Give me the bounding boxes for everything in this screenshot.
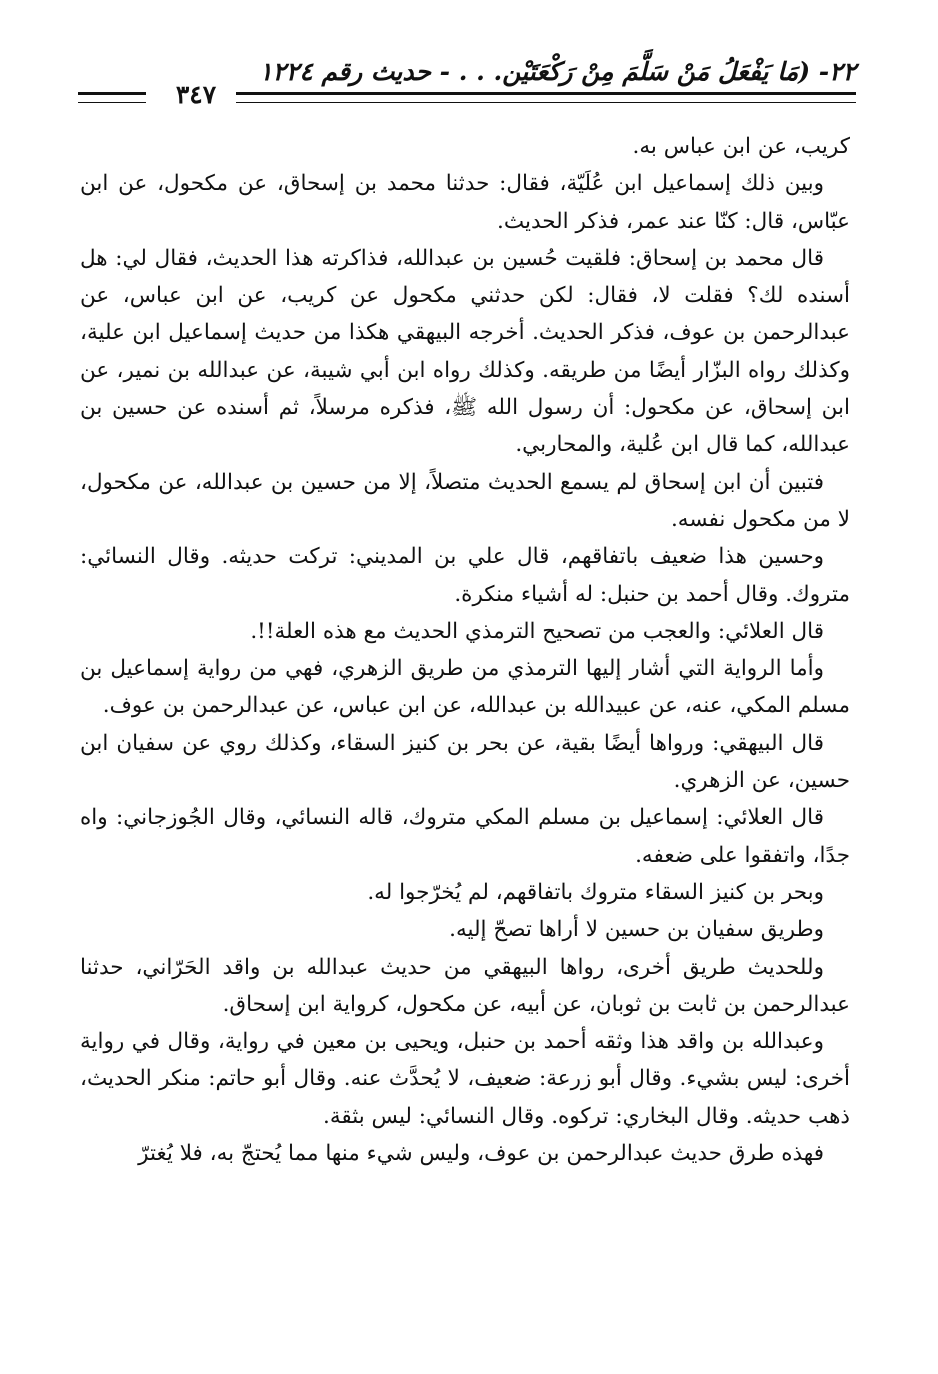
page-number: ٣٤٧ [156,78,236,112]
page-header [78,52,856,112]
paragraph: فتبين أن ابن إسحاق لم يسمع الحديث متصلاً، إلا من حسين بن عبدالله، عن مكحول، لا من مكحول نفسه. [80,469,850,532]
body-text [80,128,850,1172]
header-rule [235,92,856,103]
paragraph: قال العلائي: والعجب من تصحيح الترمذي الحديث مع هذه العلة!!. [250,618,824,644]
paragraph: وطريق سفيان بن حسين لا أراها تصحّ إليه. [449,917,824,943]
paragraph: وبحر بن كنيز السقاء متروك باتفاقهم، لم يُخرّجوا له. [367,879,824,905]
paragraph: وأما الرواية التي أشار إليها الترمذي من طريق الزهري، فهي من رواية إسماعيل بن مسلم المكي، عنه، عن عبيدالله بن عبدالله، عن ابن عباس، عن عبدالرحمن بن عوف. [80,656,850,719]
paragraph: قال البيهقي: ورواها أيضًا بقية، عن بحر بن كنيز السقاء، وكذلك روي عن سفيان ابن حسين، عن الزهري. [80,730,850,794]
paragraph: وعبدالله بن واقد هذا وثقه أحمد بن حنبل، ويحيى بن معين في رواية، وقال في رواية أخرى: ليس بشيء. وقال أبو زرعة: ضعيف، لا يُحدَّث عنه. وقال أبو حاتم: منكر الحديث، ذهب حديثه. وقال البخاري: تركوه. وقال النسائي: ليس بثقة. [80,1029,850,1129]
paragraph: وحسين هذا ضعيف باتفاقهم، قال علي بن المديني: تركت حديثه. وقال النسائي: متروك. وقال أحمد بن حنبل: له أشياء منكرة. [80,544,850,607]
paragraph: وللحديث طريق أخرى، رواها البيهقي من حديث عبدالله بن واقد الحَرّاني، حدثنا عبدالرحمن بن ثابت بن ثوبان، عن أبيه، عن مكحول، كرواية ابن إسحاق. [80,954,850,1017]
header-rule-left [78,92,146,103]
paragraph: قال العلائي: إسماعيل بن مسلم المكي متروك، قاله النسائي، وقال الجُوزجاني: واه جدًا، واتفقوا على ضعفه. [80,805,850,868]
paragraph: قال محمد بن إسحاق: فلقيت حُسين بن عبدالله، فذاكرته هذا الحديث، فقال لي: هل أسنده لك؟ فقلت لا، فقال: لكن حدثني مكحول عن كريب، عن ابن عباس، عن عبدالرحمن بن عوف، فذكر الحديث. أخرجه البيهقي هكذا من حديث إسماعيل ابن علية، وكذلك رواه البزّار أيضًا من طريقه. وكذلك رواه ابن أبي شيبة، عن عبدالله بن نمير، عن ابن إسحاق، عن مكحول: أن رسول الله ﷺ، فذكره مرسلاً، ثم أسنده عن حسين بن عبدالله، كما قال ابن عُلية، والمحاربي. [80,245,850,458]
paragraph: فهذه طرق حديث عبدالرحمن بن عوف، وليس شيء منها مما يُحتجّ به، فلا يُغترّ [138,1141,824,1167]
paragraph: كريب، عن ابن عباس به. [632,134,850,159]
running-title: ٢٢- (مَا يَفْعَلُ مَنْ سَلَّمَ مِنْ رَكْعَتَيْن. . . - حديث رقم ١٢٢٤ [259,57,856,86]
paragraph: وبين ذلك إسماعيل ابن عُلَيّة، فقال: حدثنا محمد بن إسحاق، عن مكحول، عن ابن عبّاس، قال: كنّا عند عمر، فذكر الحديث. [80,171,850,234]
